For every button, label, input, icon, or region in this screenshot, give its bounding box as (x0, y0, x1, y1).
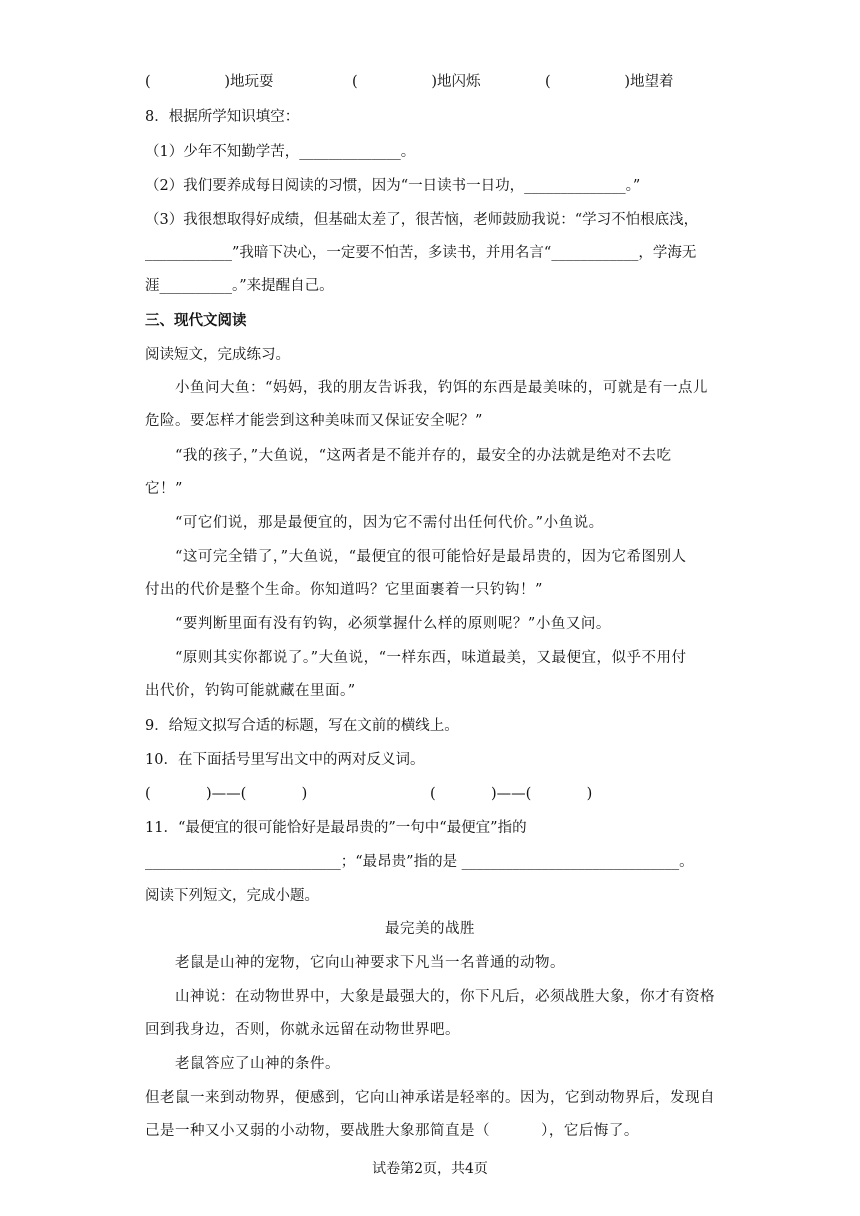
reading-2-paragraph-2-line-2: 回到我身边，否则，你就永远留在动物世界吧。 (145, 1022, 460, 1038)
reading-2-paragraph-4-line-2: 己是一种又小又弱的小动物，要战胜大象那简直是（ ），它后悔了。 (145, 1123, 639, 1139)
q8-item-3-line-2: ____________”我暗下决心，一定要不怕苦，多读书，并用名言“____________，学海无 (145, 245, 697, 261)
q7-blank-1: ( )地玩耍 (145, 74, 274, 90)
reading-2-instruction: 阅读下列短文，完成小题。 (145, 888, 319, 904)
q8-item-2: （2）我们要养成每日阅读的习惯，因为“一日读书一日功，______________。” (145, 178, 641, 194)
reading-2-paragraph-1: 老鼠是山神的宠物，它向山神要求下凡当一名普通的动物。 (175, 955, 565, 971)
passage-paragraph-3: “可它们说，那是最便宜的，因为它不需付出任何代价。”小鱼说。 (175, 515, 604, 531)
q7-blank-2: ( )地闪烁 (352, 74, 481, 90)
passage-paragraph-2-line-1: “我的孩子，”大鱼说，“这两者是不能并存的，最安全的办法就是绝对不去吃 (175, 448, 672, 464)
q11-line-1: 11．“最便宜的很可能恰好是最昂贵的”一句中“最便宜”指的 (145, 820, 527, 836)
reading-2-title: 最完美的战胜 (385, 921, 475, 937)
passage-paragraph-6-line-1: “原则其实你都说了。”大鱼说，“一样东西，味道最美，又最便宜，似乎不用付 (175, 650, 687, 666)
q11-line-2: ___________________________；“最昂贵”指的是 ______________________________。 (145, 854, 694, 870)
passage-paragraph-2-line-2: 它！” (145, 481, 183, 497)
reading-2-paragraph-2-line-1: 山神说：在动物世界中，大象是最强大的，你下凡后，必须战胜大象，你才有资格 (175, 989, 715, 1005)
section-title: 三、现代文阅读 (145, 313, 247, 329)
page-footer: 试卷第2页，共4页 (372, 1161, 488, 1177)
q8-item-3-line-3: 涯__________。”来提醒自己。 (145, 278, 334, 294)
reading-2-paragraph-3: 老鼠答应了山神的条件。 (175, 1056, 340, 1072)
reading-2-paragraph-4-line-1: 但老鼠一来到动物界，便感到，它向山神承诺是轻率的。因为，它到动物界后，发现自 (145, 1090, 715, 1106)
passage-paragraph-1-line-2: 危险。要怎样才能尝到这种美味而又保证安全呢？” (145, 413, 483, 429)
passage-paragraph-4-line-1: “这可完全错了，”大鱼说，“最便宜的很可能恰好是最昂贵的，因为它希图别人 (175, 549, 687, 565)
passage-paragraph-4-line-2: 付出的代价是整个生命。你知道吗？它里面裹着一只钓钩！” (145, 582, 543, 598)
q8-item-1: （1）少年不知勤学苦，______________。 (145, 144, 416, 160)
q8-item-3-line-1: （3）我很想取得好成绩，但基础太差了，很苦恼，老师鼓励我说：“学习不怕根底浅， (145, 212, 699, 228)
q10-pair-1: ( )——( ) (145, 786, 308, 802)
q10-pair-2: ( )——( ) (430, 786, 593, 802)
q9-text: 9．给短文拟写合适的标题，写在文前的横线上。 (145, 718, 459, 734)
q8-title: 8．根据所学知识填空： (145, 109, 300, 125)
passage-paragraph-1-line-1: 小鱼问大鱼：“妈妈，我的朋友告诉我，钓饵的东西是最美味的，可就是有一点儿 (175, 380, 708, 396)
passage-paragraph-5: “要判断里面有没有钓钩，必须掌握什么样的原则呢？”小鱼又问。 (175, 616, 611, 632)
reading-instruction: 阅读短文，完成练习。 (145, 347, 290, 363)
q7-blank-3: ( )地望着 (545, 74, 674, 90)
q10-title: 10．在下面括号里写出文中的两对反义词。 (145, 752, 425, 768)
passage-paragraph-6-line-2: 出代价，钓钩可能就藏在里面。” (145, 683, 356, 699)
